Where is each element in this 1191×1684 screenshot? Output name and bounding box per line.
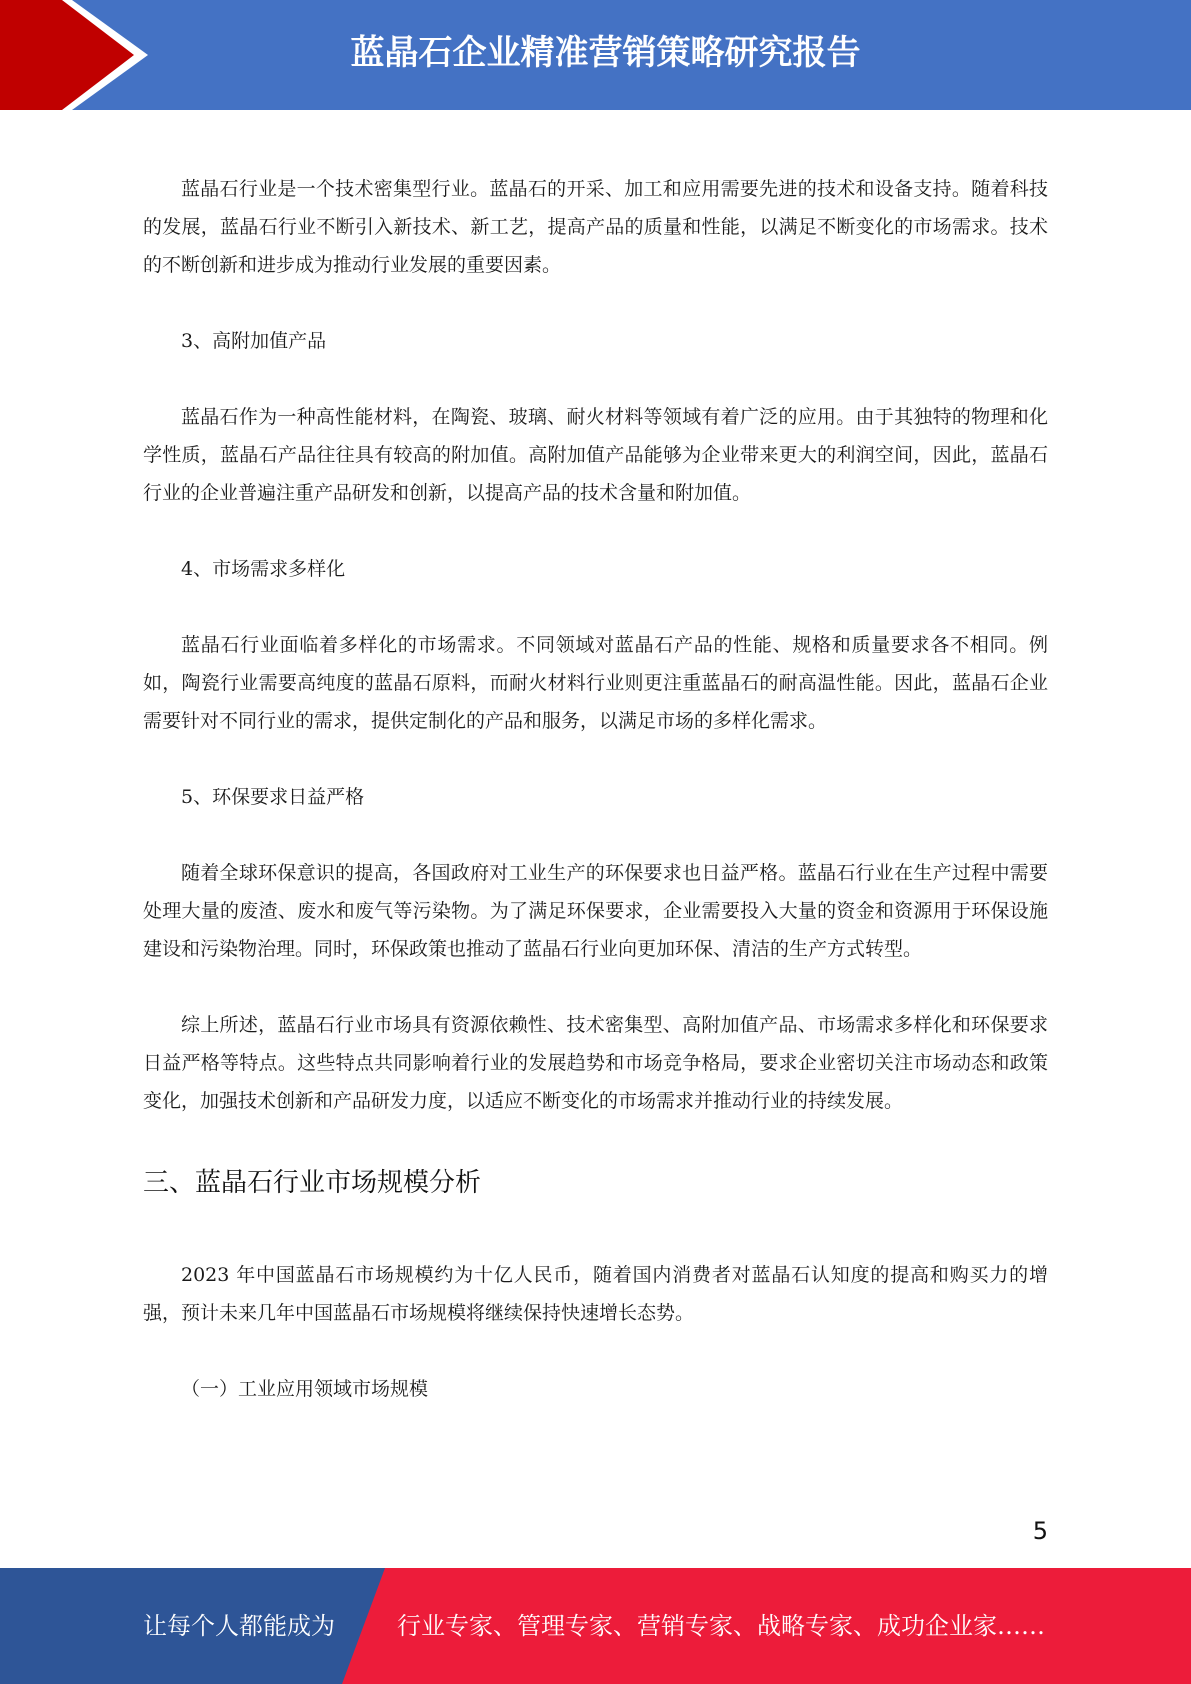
- paragraph-summary: 综上所述，蓝晶石行业市场具有资源依赖性、技术密集型、高附加值产品、市场需求多样化和环保要求日益严格等特点。这些特点共同影响着行业的发展趋势和市场竞争格局，要求企业密切关注市场动态和政策变化，加强技术创新和产品研发力度，以适应不断变化的市场需求并推动行业的持续发展。: [143, 1014, 1048, 1112]
- paragraph-environmental: 随着全球环保意识的提高，各国政府对工业生产的环保要求也日益严格。蓝晶石行业在生产过程中需要处理大量的废渣、废水和废气等污染物。为了满足环保要求，企业需要投入大量的资金和资源用于环保设施建设和污染物治理。同时，环保政策也推动了蓝晶石行业向更加环保、清洁的生产方式转型。: [143, 862, 1048, 960]
- footer-slogan-left: 让每个人都能成为: [143, 1612, 335, 1640]
- footer-slogan-right: 行业专家、管理专家、营销专家、战略专家、成功企业家……: [397, 1612, 1045, 1640]
- subheading-high-value-products: 3、高附加值产品: [181, 330, 327, 352]
- document-body: [143, 170, 1048, 1408]
- report-title: 蓝晶石企业精准营销策略研究报告: [350, 33, 861, 73]
- subheading-diverse-demand: 4、市场需求多样化: [181, 558, 346, 580]
- page-number: 5: [1032, 1517, 1048, 1545]
- page-header: [0, 0, 1191, 110]
- paragraph-high-value-products: 蓝晶石作为一种高性能材料，在陶瓷、玻璃、耐火材料等领域有着广泛的应用。由于其独特的物理和化学性质，蓝晶石产品往往具有较高的附加值。高附加值产品能够为企业带来更大的利润空间，因此，蓝晶石行业的企业普遍注重产品研发和创新，以提高产品的技术含量和附加值。: [143, 406, 1048, 504]
- paragraph-market-size-intro: 2023 年中国蓝晶石市场规模约为十亿人民币，随着国内消费者对蓝晶石认知度的提高和购买力的增强，预计未来几年中国蓝晶石市场规模将继续保持快速增长态势。: [143, 1264, 1048, 1324]
- paragraph-diverse-demand: 蓝晶石行业面临着多样化的市场需求。不同领域对蓝晶石产品的性能、规格和质量要求各不相同。例如，陶瓷行业需要高纯度的蓝晶石原料，而耐火材料行业则更注重蓝晶石的耐高温性能。因此，蓝晶石企业需要针对不同行业的需求，提供定制化的产品和服务，以满足市场的多样化需求。: [143, 634, 1048, 732]
- section-heading-market-size: 三、蓝晶石行业市场规模分析: [143, 1168, 482, 1198]
- paragraph-tech-intensive: 蓝晶石行业是一个技术密集型行业。蓝晶石的开采、加工和应用需要先进的技术和设备支持。随着科技的发展，蓝晶石行业不断引入新技术、新工艺，提高产品的质量和性能，以满足不断变化的市场需求。技术的不断创新和进步成为推动行业发展的重要因素。: [143, 178, 1048, 276]
- page-footer: [0, 1568, 1191, 1684]
- subheading-industrial-market: （一）工业应用领域市场规模: [181, 1378, 429, 1400]
- subheading-environmental: 5、环保要求日益严格: [181, 786, 365, 808]
